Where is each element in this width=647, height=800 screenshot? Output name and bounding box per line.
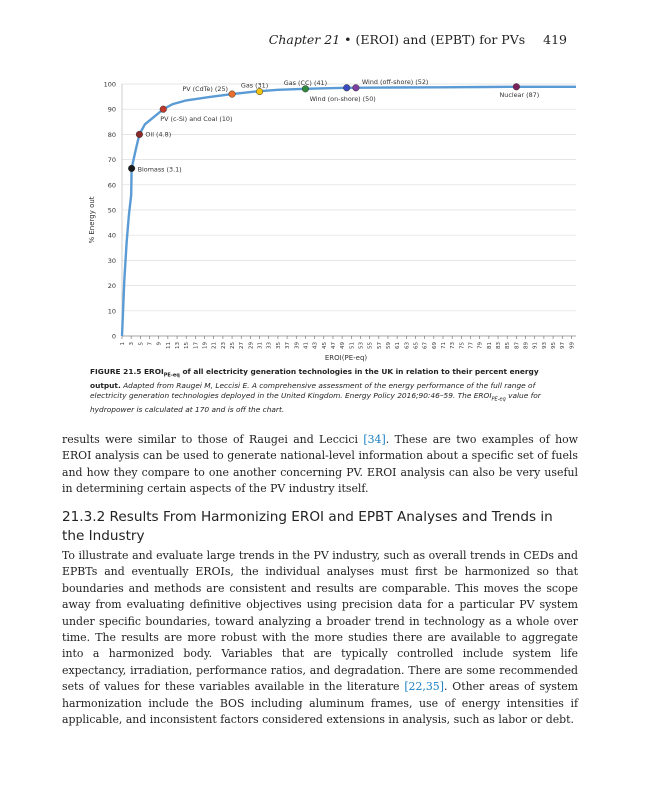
- x-tick-label: 65: [413, 342, 420, 349]
- x-tick-label: 63: [404, 342, 411, 349]
- x-tick-label: 23: [220, 342, 227, 349]
- paragraph-2-b: . Other areas of system harmonization include the BOS including aluminum frames, use of energy intensities if applicable, and inconsistent factors considered extensions in analysis, such as labor or debt.: [62, 680, 579, 727]
- x-tick-label: 31: [257, 342, 264, 349]
- caption-source-rest: value for hydropower is calculated at 170 and is off the chart.: [90, 391, 541, 415]
- y-tick-label: 60: [107, 181, 116, 190]
- data-label: Gas (31): [240, 81, 269, 90]
- data-point: [136, 131, 143, 138]
- x-tick-label: 95: [551, 342, 558, 349]
- caption-source: Adapted from Raugei M, Leccisi E. A comprehensive assessment of the energy performance of the full range of electricity generation technologies deployed in the United Kingdom. Energy Policy 2016;90:46–59. The EROI: [90, 380, 536, 401]
- x-tick-label: 59: [385, 342, 392, 349]
- y-axis-ticks: [104, 81, 116, 341]
- caption-lead: FIGURE 21.5 EROI: [90, 367, 164, 376]
- x-axis-ticks: [120, 336, 575, 349]
- x-tick-label: 3: [129, 342, 136, 346]
- x-tick-label: 9: [156, 342, 163, 346]
- x-tick-label: 87: [514, 342, 521, 349]
- data-point: [229, 91, 236, 98]
- x-tick-label: 21: [211, 342, 218, 349]
- paragraph-1-b: . These are two examples of how EROI analysis can be used to generate national-level information about a specific set of fuels and how they compare to one another concerning PV. EROI analysis can also be very useful in determining certain aspects of the PV industry itself.: [62, 433, 578, 496]
- paragraph-2-a: To illustrate and evaluate large trends in the PV industry, such as overall trends in CEDs and EPBTs and eventually EROIs, the individual analyses must first be harmonized so that boundaries and methods are consistent and results are comparable. This moves the scope away from evaluating definitive objectives using precision data for a particular PV system under specific boundaries, toward analyzing a broader trend in technology as a whole over time. The results are more robust with the more studies there are available to aggregate into a harmonized body. Variables that are typically controlled include system life expectancy, irradiation, performance ratios, and degradation. There are some recommended sets of values for these variables available in the literature: [62, 549, 578, 694]
- paragraph-1: [62, 432, 578, 498]
- data-point: [128, 165, 135, 172]
- caption-source-sub: PE-eq: [491, 396, 506, 403]
- data-label: PV (CdTe) (25): [182, 85, 229, 94]
- x-tick-label: 57: [376, 342, 383, 349]
- x-tick-label: 81: [486, 342, 493, 349]
- data-label: Wind (on-shore) (50): [309, 94, 376, 103]
- x-tick-label: 49: [340, 342, 347, 349]
- x-tick-label: 45: [321, 342, 328, 349]
- x-tick-label: 33: [266, 342, 273, 349]
- data-label: Nuclear (87): [499, 90, 540, 99]
- paragraph-1-a: results were similar to those of Raugei and Leccici: [62, 433, 364, 446]
- x-tick-label: 93: [541, 342, 548, 349]
- page-number: 419: [543, 32, 567, 47]
- x-tick-label: 25: [230, 342, 237, 349]
- x-tick-label: 5: [138, 342, 145, 346]
- y-tick-label: 20: [107, 282, 116, 291]
- x-tick-label: 27: [239, 342, 246, 349]
- data-label: Oil (4.8): [145, 130, 172, 139]
- x-tick-label: 55: [367, 342, 374, 349]
- data-label: Gas (CC) (41): [283, 78, 328, 87]
- x-tick-label: 29: [248, 342, 255, 349]
- x-tick-label: 79: [477, 342, 484, 349]
- x-tick-label: 69: [431, 342, 438, 349]
- x-tick-label: 15: [184, 342, 191, 349]
- running-head-chapter: Chapter 21: [268, 32, 341, 47]
- data-label: PV (c-Si) and Coal (10): [160, 115, 233, 124]
- x-axis-label: EROI(PE-eq): [324, 354, 368, 362]
- x-tick-label: 13: [175, 342, 182, 349]
- x-tick-label: 85: [505, 342, 512, 349]
- x-tick-label: 77: [468, 342, 475, 349]
- y-tick-label: 50: [107, 206, 116, 215]
- y-tick-label: 40: [107, 231, 116, 240]
- citation-link[interactable]: [22,35]: [404, 680, 444, 694]
- x-tick-label: 7: [147, 342, 154, 346]
- data-point: [353, 84, 360, 91]
- data-label: Biomass (3.1): [137, 165, 182, 174]
- data-point: [513, 83, 520, 90]
- x-tick-label: 73: [450, 342, 457, 349]
- x-tick-label: 39: [294, 342, 301, 349]
- y-tick-label: 100: [103, 80, 116, 89]
- y-axis-label: % Energy out: [88, 196, 96, 244]
- x-tick-label: 75: [459, 342, 466, 349]
- x-tick-label: 51: [349, 342, 356, 349]
- eroi-curve: [122, 87, 576, 336]
- x-tick-label: 1: [120, 342, 126, 346]
- x-tick-label: 97: [560, 342, 567, 349]
- paragraph-2: [62, 548, 578, 728]
- x-tick-label: 19: [202, 342, 209, 349]
- x-tick-label: 91: [532, 342, 539, 349]
- x-tick-label: 35: [275, 342, 282, 349]
- x-tick-label: 11: [165, 342, 172, 349]
- x-tick-label: 53: [358, 342, 365, 349]
- running-head-title: • (EROI) and (EPBT) for PVs: [344, 32, 526, 47]
- y-tick-label: 30: [107, 256, 116, 265]
- eroi-chart: [84, 70, 584, 370]
- x-tick-label: 83: [496, 342, 503, 349]
- y-tick-label: 0: [111, 332, 116, 341]
- data-point: [160, 106, 167, 113]
- x-tick-label: 71: [441, 342, 448, 349]
- x-tick-label: 41: [303, 342, 310, 349]
- x-tick-label: 61: [395, 342, 402, 349]
- data-point: [343, 84, 350, 91]
- y-tick-label: 10: [107, 307, 116, 316]
- x-tick-label: 67: [422, 342, 429, 349]
- data-labels: [138, 78, 540, 174]
- y-tick-label: 70: [107, 156, 116, 165]
- x-tick-label: 99: [569, 342, 576, 349]
- section-heading: 21.3.2 Results From Harmonizing EROI and EPBT Analyses and Trends in the Industry: [62, 509, 553, 544]
- figure-caption: [90, 367, 560, 416]
- x-tick-label: 43: [312, 342, 319, 349]
- caption-lead-sub: PE-eq: [163, 372, 180, 379]
- y-tick-label: 80: [107, 130, 116, 139]
- x-tick-label: 47: [330, 342, 337, 349]
- x-tick-label: 37: [285, 342, 292, 349]
- y-tick-label: 90: [107, 105, 116, 114]
- data-label: Wind (off-shore) (52): [361, 77, 429, 86]
- caption-lead-rest: of all electricity generation technologies in the UK in relation to their percent energy output.: [90, 367, 539, 390]
- x-tick-label: 17: [193, 342, 200, 349]
- running-head: [269, 32, 567, 47]
- x-tick-label: 89: [523, 342, 530, 349]
- citation-link[interactable]: [34]: [363, 433, 386, 446]
